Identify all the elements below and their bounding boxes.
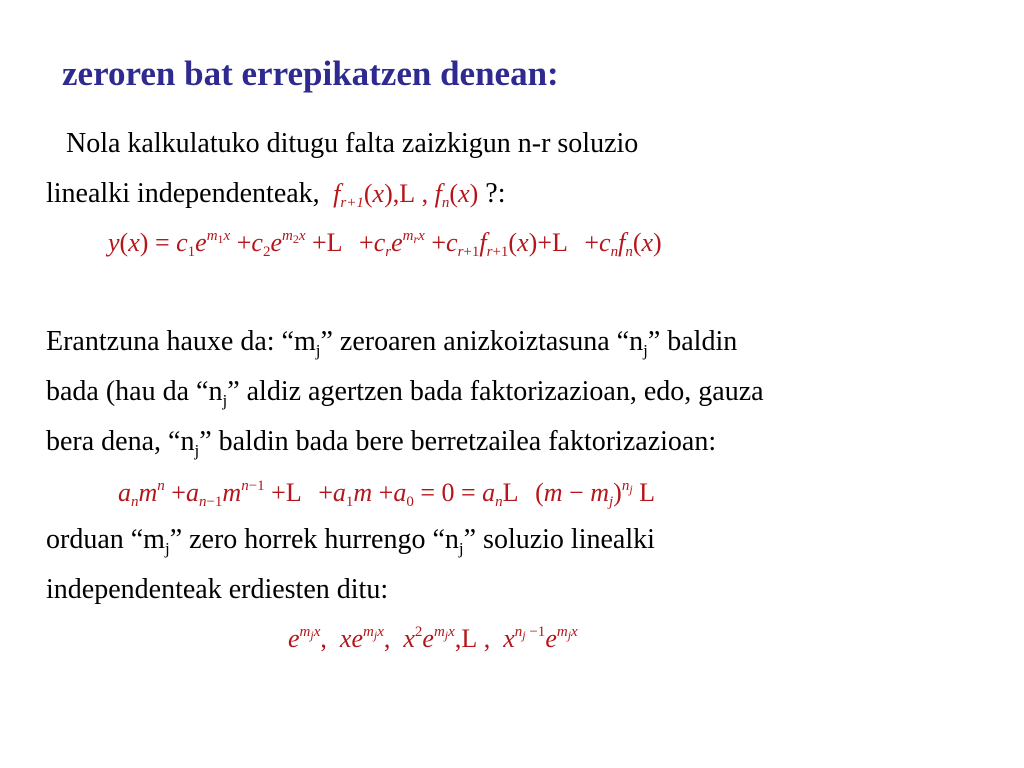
answer-line-1-part-a: Erantzuna hauxe da: “m xyxy=(46,326,316,357)
subscript-j: j xyxy=(222,391,228,410)
slide-title: zeroren bat errepikatzen denean: xyxy=(62,54,559,93)
conclusion-line-2: independenteak erdiesten ditu: xyxy=(46,574,389,605)
conclusion-line-1-part-c: ” soluzio linealki xyxy=(463,524,655,555)
subscript-j: j xyxy=(643,341,648,360)
answer-line-2-part-b: ” aldiz agertzen bada faktorizazioan, edo, gauza xyxy=(227,376,764,407)
question-line-2-prefix: linealki independenteak, xyxy=(46,178,320,209)
answer-line-1-part-c: ” baldin xyxy=(647,326,738,357)
question-line-2 xyxy=(46,178,506,212)
question-line-2-suffix: ?: xyxy=(485,178,506,209)
answer-line-1-part-b: ” zeroaren anizkoiztasuna “n xyxy=(320,326,644,357)
answer-line-1 xyxy=(46,326,737,361)
subscript-j: j xyxy=(315,341,321,360)
answer-line-3 xyxy=(46,426,716,461)
conclusion-line-1-part-b: ” zero horrek hurrengo “n xyxy=(169,524,459,555)
answer-line-2-part-a: bada (hau da “n xyxy=(46,376,223,407)
answer-line-3-part-a: bera dena, “n xyxy=(46,426,195,457)
solution-functions-formula: $f_{r+1}(x),L$ , $f_n(x)$ xyxy=(326,179,479,211)
conclusion-line-1 xyxy=(46,524,655,559)
independent-solutions-formula: $e^{m_jx}$, $xe^{m_jx}$, $x^2e^{m_jx},L$ , $x^{n_j -1}e^{m_jx}$ xyxy=(288,624,578,653)
subscript-j: j xyxy=(194,441,200,460)
polynomial-factorization-formula: $a_nm^n +a_{n-1}m^{n-1} +L +a_1m +a_0 = 0 = a_nL$ $(m - m_j)^{n_j}$ L xyxy=(118,478,656,510)
question-line-1: Nola kalkulatuko ditugu falta zaizkigun n-r soluzio xyxy=(66,128,639,159)
subscript-j: j xyxy=(164,539,170,558)
conclusion-line-1-part-a: orduan “m xyxy=(46,524,165,555)
answer-line-3-part-b: ” baldin bada bere berretzailea faktorizazioan: xyxy=(199,426,717,457)
answer-line-2 xyxy=(46,376,764,411)
general-solution-formula: $y(x) = c_1e^{m_1x} +c_2e^{m_2x} +L +c_re^{m_rx} +c_{r+1}f_{r+1}(x)+L +c_nf_n(x)$ xyxy=(108,228,662,260)
subscript-j: j xyxy=(458,539,464,558)
